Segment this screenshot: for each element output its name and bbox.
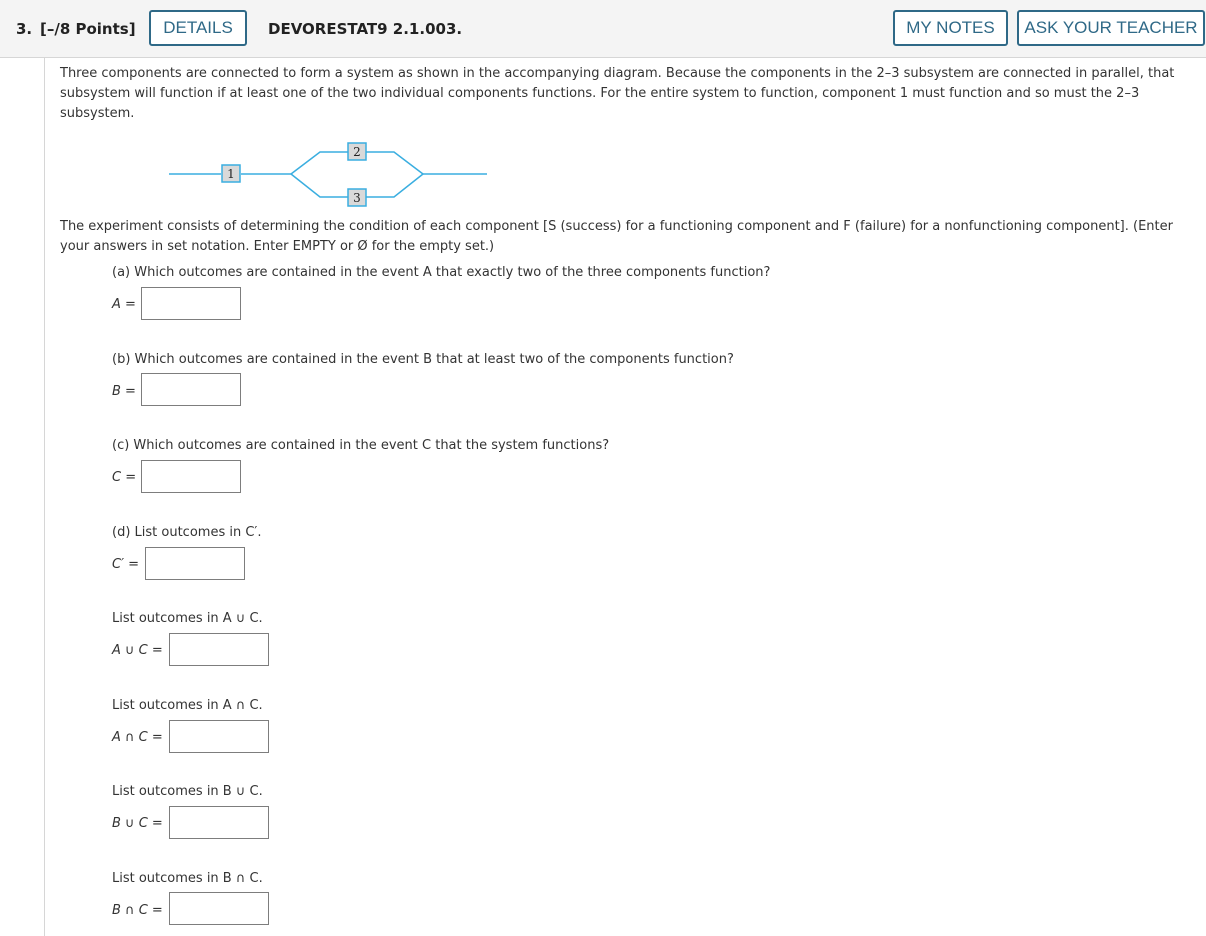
answer-b-union-c-input[interactable]: [169, 806, 269, 839]
answer-c-label: C =: [112, 470, 137, 485]
question-a-intersect-c-prompt: List outcomes in A ∩ C.: [112, 698, 263, 713]
answer-b-union-c-label: B ∪ C =: [112, 816, 163, 831]
question-number: 3.: [16, 20, 33, 38]
answer-a-label: A =: [112, 297, 136, 312]
question-d-prompt: (d) List outcomes in C′.: [112, 525, 262, 540]
intro-paragraph: Three components are connected to form a system as shown in the accompanying diagram. Because the components in the 2–3 subsystem are connected in parallel, that subsystem will function if at least one of the two individual components functions. For the entire system to function, component 1 must function and so must the 2–3 subsystem.: [60, 66, 1175, 121]
system-diagram: [160, 140, 500, 210]
answer-b-intersect-c-input[interactable]: [169, 892, 269, 925]
question-header: [0, 0, 1206, 58]
points-label: [–/8 Points]: [40, 20, 136, 38]
answer-a-union-c-input[interactable]: [169, 633, 269, 666]
question-a-prompt: (a) Which outcomes are contained in the event A that exactly two of the three components function?: [112, 265, 771, 280]
diagram-wires: [169, 152, 487, 197]
answer-a-intersect-c-input[interactable]: [169, 720, 269, 753]
my-notes-button[interactable]: MY NOTES: [893, 10, 1008, 46]
details-button[interactable]: DETAILS: [149, 10, 247, 46]
answer-a-input[interactable]: [141, 287, 241, 320]
ask-teacher-button[interactable]: ASK YOUR TEACHER: [1017, 10, 1205, 46]
answer-b-label: B =: [112, 384, 136, 399]
component-2-label: 2: [353, 145, 361, 159]
problem-id: DEVORESTAT9 2.1.003.: [268, 20, 463, 38]
question-c-prompt: (c) Which outcomes are contained in the event C that the system functions?: [112, 438, 610, 453]
answer-a-union-c-label: A ∪ C =: [112, 643, 163, 658]
experiment-paragraph: The experiment consists of determining the condition of each component [S (success) for a functioning component and F (failure) for a nonfunctioning component]. (Enter your answers in set notation. Enter EMPTY or Ø for the empty set.): [60, 219, 1173, 254]
answer-c-input[interactable]: [141, 460, 241, 493]
component-3-label: 3: [353, 191, 361, 205]
question-b-prompt: (b) Which outcomes are contained in the event B that at least two of the components function?: [112, 352, 734, 367]
answer-b-intersect-c-label: B ∩ C =: [112, 903, 163, 918]
question-b-union-c-prompt: List outcomes in B ∪ C.: [112, 784, 263, 799]
question-a-union-c-prompt: List outcomes in A ∪ C.: [112, 611, 263, 626]
answer-d-label: C′ =: [112, 557, 140, 572]
question-b-intersect-c-prompt: List outcomes in B ∩ C.: [112, 871, 263, 886]
answer-a-intersect-c-label: A ∩ C =: [112, 730, 163, 745]
answer-d-input[interactable]: [145, 547, 245, 580]
component-1-label: 1: [227, 167, 235, 181]
content-divider: [44, 58, 45, 936]
answer-b-input[interactable]: [141, 373, 241, 406]
